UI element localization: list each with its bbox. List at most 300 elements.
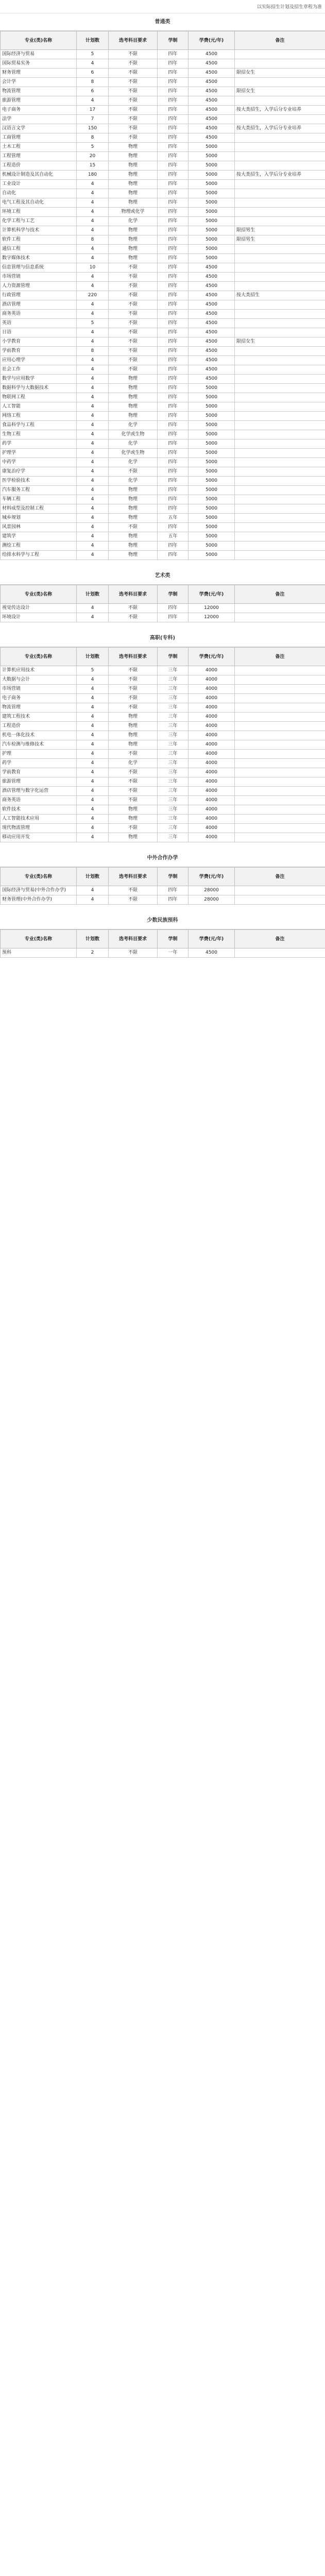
plan-count-cell: 4	[77, 310, 109, 319]
subject-req-cell: 化学	[109, 477, 158, 486]
table-row	[1, 87, 325, 96]
table-header-row	[1, 31, 325, 50]
column-header: 计划数	[77, 930, 109, 948]
note-cell: 限招女生	[235, 87, 325, 96]
table-row	[1, 347, 325, 356]
years-cell: 三年	[158, 759, 189, 768]
note-cell	[235, 421, 325, 430]
tuition-cell: 4000	[189, 731, 235, 740]
note-cell	[235, 604, 325, 613]
major-cell: 计算机科学与技术	[1, 226, 77, 235]
note-cell: 限招男生	[235, 235, 325, 245]
subject-req-cell: 物理	[109, 722, 158, 731]
years-cell: 四年	[158, 198, 189, 208]
table-row	[1, 273, 325, 282]
subject-req-cell: 物理	[109, 161, 158, 171]
note-cell	[235, 189, 325, 198]
years-cell: 三年	[158, 787, 189, 796]
years-cell: 四年	[158, 96, 189, 106]
major-cell: 市场营销	[1, 685, 77, 694]
years-cell: 四年	[158, 356, 189, 365]
major-cell: 社会工作	[1, 365, 77, 375]
subject-req-cell: 化学	[109, 458, 158, 467]
years-cell: 四年	[158, 300, 189, 310]
subject-req-cell: 不限	[109, 886, 158, 895]
table-row	[1, 796, 325, 805]
years-cell: 四年	[158, 115, 189, 124]
note-cell	[235, 675, 325, 685]
subject-req-cell: 物理	[109, 532, 158, 541]
table-row	[1, 393, 325, 402]
note-cell	[235, 467, 325, 477]
years-cell: 四年	[158, 365, 189, 375]
table-row	[1, 115, 325, 124]
plan-count-cell: 150	[77, 124, 109, 133]
tuition-cell: 5000	[189, 217, 235, 226]
tuition-cell: 5000	[189, 226, 235, 235]
tuition-cell: 4000	[189, 675, 235, 685]
tuition-cell: 4500	[189, 291, 235, 300]
plan-count-cell: 4	[77, 694, 109, 703]
plan-count-cell: 5	[77, 666, 109, 675]
subject-req-cell: 不限	[109, 300, 158, 310]
table-header-row	[1, 585, 325, 604]
plan-count-cell: 4	[77, 393, 109, 402]
major-cell: 预科	[1, 948, 77, 958]
table-row	[1, 666, 325, 675]
note-cell	[235, 161, 325, 171]
years-cell: 四年	[158, 319, 189, 328]
major-cell: 法学	[1, 115, 77, 124]
table-row	[1, 467, 325, 477]
years-cell: 三年	[158, 731, 189, 740]
table-header-row	[1, 868, 325, 886]
tuition-cell: 4000	[189, 787, 235, 796]
plan-count-cell: 4	[77, 833, 109, 842]
subject-req-cell: 不限	[109, 694, 158, 703]
plan-count-cell: 4	[77, 337, 109, 347]
note-cell	[235, 393, 325, 402]
major-cell: 数学与应用数学	[1, 375, 77, 384]
section-title: 高职(专科)	[0, 630, 325, 647]
table-row	[1, 291, 325, 300]
plan-count-cell: 8	[77, 235, 109, 245]
years-cell: 四年	[158, 541, 189, 551]
note-cell	[235, 886, 325, 895]
major-cell: 市场营销	[1, 273, 77, 282]
table-row	[1, 458, 325, 467]
subject-req-cell: 物理	[109, 551, 158, 560]
tuition-cell: 4500	[189, 78, 235, 87]
plan-count-cell: 4	[77, 815, 109, 824]
column-header: 学费(元/年)	[189, 930, 235, 948]
major-cell: 行政管理	[1, 291, 77, 300]
tuition-cell: 4000	[189, 703, 235, 713]
plan-count-cell: 8	[77, 347, 109, 356]
plan-count-cell: 4	[77, 226, 109, 235]
column-header: 学费(元/年)	[189, 585, 235, 604]
years-cell: 三年	[158, 666, 189, 675]
subject-req-cell: 不限	[109, 263, 158, 273]
section-title: 少数民族预科	[0, 912, 325, 929]
major-cell: 学前教育	[1, 347, 77, 356]
plan-count-cell: 4	[77, 768, 109, 777]
column-header: 计划数	[77, 585, 109, 604]
tuition-cell: 5000	[189, 495, 235, 504]
tuition-cell: 5000	[189, 486, 235, 495]
tuition-cell: 4500	[189, 59, 235, 69]
column-header: 专业(类)名称	[1, 585, 77, 604]
tuition-cell: 5000	[189, 245, 235, 254]
note-cell	[235, 713, 325, 722]
years-cell: 三年	[158, 750, 189, 759]
tuition-cell: 12000	[189, 613, 235, 622]
table-row	[1, 50, 325, 59]
major-cell: 商务英语	[1, 310, 77, 319]
subject-req-cell: 物理	[109, 504, 158, 514]
years-cell: 四年	[158, 235, 189, 245]
subject-req-cell: 不限	[109, 282, 158, 291]
admission-plan-table	[0, 867, 325, 905]
subject-req-cell: 不限	[109, 948, 158, 958]
subject-req-cell: 物理	[109, 833, 158, 842]
tuition-cell: 4500	[189, 273, 235, 282]
plan-count-cell: 6	[77, 69, 109, 78]
tuition-cell: 5000	[189, 143, 235, 152]
subject-req-cell: 物理	[109, 254, 158, 263]
major-cell: 移动应用开发	[1, 833, 77, 842]
subject-req-cell: 不限	[109, 685, 158, 694]
column-header: 专业(类)名称	[1, 930, 77, 948]
note-cell	[235, 310, 325, 319]
subject-req-cell: 不限	[109, 777, 158, 787]
table-row	[1, 613, 325, 622]
tuition-cell: 4500	[189, 948, 235, 958]
note-cell	[235, 895, 325, 905]
table-row	[1, 486, 325, 495]
subject-req-cell: 物理	[109, 235, 158, 245]
note-cell	[235, 430, 325, 439]
major-cell: 食品科学与工程	[1, 421, 77, 430]
plan-count-cell: 4	[77, 787, 109, 796]
plan-count-cell: 4	[77, 439, 109, 449]
tuition-cell: 4500	[189, 50, 235, 59]
subject-req-cell: 物理	[109, 805, 158, 815]
major-cell: 化学工程与工艺	[1, 217, 77, 226]
plan-count-cell: 4	[77, 740, 109, 750]
content	[0, 13, 325, 965]
tuition-cell: 5000	[189, 514, 235, 523]
plan-count-cell: 4	[77, 217, 109, 226]
tuition-cell: 4000	[189, 833, 235, 842]
subject-req-cell: 物理	[109, 171, 158, 180]
table-row	[1, 523, 325, 532]
major-cell: 旅游管理	[1, 96, 77, 106]
table-row	[1, 541, 325, 551]
column-header: 学制	[158, 868, 189, 886]
subject-req-cell: 物理	[109, 486, 158, 495]
subject-req-cell: 不限	[109, 310, 158, 319]
years-cell: 四年	[158, 384, 189, 393]
years-cell: 四年	[158, 886, 189, 895]
years-cell: 四年	[158, 217, 189, 226]
note-cell	[235, 666, 325, 675]
note-cell	[235, 551, 325, 560]
major-cell: 酒店管理	[1, 300, 77, 310]
plan-count-cell: 4	[77, 523, 109, 532]
subject-req-cell: 不限	[109, 78, 158, 87]
major-cell: 国际经济与贸易	[1, 50, 77, 59]
major-cell: 软件工程	[1, 235, 77, 245]
note-cell	[235, 300, 325, 310]
plan-count-cell: 4	[77, 412, 109, 421]
tuition-cell: 4000	[189, 694, 235, 703]
plan-count-cell: 4	[77, 402, 109, 412]
subject-req-cell: 物理	[109, 152, 158, 161]
note-cell	[235, 504, 325, 514]
table-row	[1, 750, 325, 759]
major-cell: 城乡规划	[1, 514, 77, 523]
subject-req-cell: 不限	[109, 356, 158, 365]
table-row	[1, 722, 325, 731]
major-cell: 测绘工程	[1, 541, 77, 551]
table-row	[1, 328, 325, 337]
plan-count-cell: 4	[77, 421, 109, 430]
note-cell: 按大类招生，入学后分专业培养	[235, 106, 325, 115]
column-header: 选考科目要求	[109, 31, 158, 50]
tuition-cell: 5000	[189, 477, 235, 486]
column-header: 学制	[158, 648, 189, 666]
plan-count-cell: 4	[77, 722, 109, 731]
subject-req-cell: 化学或生物	[109, 449, 158, 458]
subject-req-cell: 不限	[109, 796, 158, 805]
major-cell: 人力资源管理	[1, 282, 77, 291]
years-cell: 四年	[158, 69, 189, 78]
tuition-cell: 5000	[189, 421, 235, 430]
tuition-cell: 5000	[189, 180, 235, 189]
table-row	[1, 124, 325, 133]
years-cell: 四年	[158, 50, 189, 59]
years-cell: 四年	[158, 143, 189, 152]
note-cell	[235, 787, 325, 796]
years-cell: 三年	[158, 824, 189, 833]
years-cell: 三年	[158, 694, 189, 703]
note-cell	[235, 948, 325, 958]
major-cell: 护理	[1, 750, 77, 759]
table-row	[1, 514, 325, 523]
note-cell	[235, 514, 325, 523]
years-cell: 三年	[158, 833, 189, 842]
note-cell	[235, 96, 325, 106]
years-cell: 四年	[158, 189, 189, 198]
subject-req-cell: 化学	[109, 439, 158, 449]
years-cell: 四年	[158, 106, 189, 115]
note-cell	[235, 402, 325, 412]
tuition-cell: 5000	[189, 449, 235, 458]
column-header: 选考科目要求	[109, 585, 158, 604]
note-cell	[235, 694, 325, 703]
note-cell	[235, 523, 325, 532]
table-row	[1, 171, 325, 180]
note-cell	[235, 217, 325, 226]
plan-count-cell: 7	[77, 115, 109, 124]
note-cell	[235, 703, 325, 713]
plan-count-cell: 4	[77, 486, 109, 495]
note-cell	[235, 143, 325, 152]
note-cell	[235, 375, 325, 384]
table-row	[1, 694, 325, 703]
tuition-cell: 4000	[189, 666, 235, 675]
note-cell	[235, 731, 325, 740]
note-cell	[235, 115, 325, 124]
years-cell: 四年	[158, 291, 189, 300]
note-cell	[235, 541, 325, 551]
tuition-cell: 5000	[189, 384, 235, 393]
table-row	[1, 245, 325, 254]
table-row	[1, 759, 325, 768]
section-spacer	[0, 622, 325, 630]
table-row	[1, 886, 325, 895]
column-header: 备注	[235, 648, 325, 666]
note-cell	[235, 133, 325, 143]
years-cell: 四年	[158, 467, 189, 477]
note-cell	[235, 152, 325, 161]
note-cell	[235, 824, 325, 833]
column-header: 备注	[235, 930, 325, 948]
years-cell: 四年	[158, 412, 189, 421]
plan-count-cell: 4	[77, 895, 109, 905]
note-cell: 限招女生	[235, 337, 325, 347]
table-row	[1, 235, 325, 245]
major-cell: 机械设计制造及其自动化	[1, 171, 77, 180]
years-cell: 四年	[158, 226, 189, 235]
tuition-cell: 5000	[189, 551, 235, 560]
table-row	[1, 402, 325, 412]
note-cell	[235, 78, 325, 87]
tuition-cell: 4500	[189, 115, 235, 124]
table-row	[1, 449, 325, 458]
table-row	[1, 532, 325, 541]
major-cell: 工业设计	[1, 180, 77, 189]
plan-count-cell: 4	[77, 759, 109, 768]
tuition-cell: 4000	[189, 768, 235, 777]
tuition-cell: 5000	[189, 532, 235, 541]
table-row	[1, 161, 325, 171]
table-row	[1, 143, 325, 152]
subject-req-cell: 物理	[109, 740, 158, 750]
column-header: 学费(元/年)	[189, 31, 235, 50]
plan-count-cell: 4	[77, 208, 109, 217]
note-cell	[235, 740, 325, 750]
table-row	[1, 731, 325, 740]
tuition-cell: 4500	[189, 106, 235, 115]
table-row	[1, 824, 325, 833]
major-cell: 计算机应用技术	[1, 666, 77, 675]
plan-count-cell: 4	[77, 328, 109, 337]
major-cell: 软件技术	[1, 805, 77, 815]
table-row	[1, 152, 325, 161]
years-cell: 一年	[158, 948, 189, 958]
subject-req-cell: 不限	[109, 703, 158, 713]
plan-count-cell: 4	[77, 824, 109, 833]
subject-req-cell: 不限	[109, 59, 158, 69]
subject-req-cell: 化学	[109, 421, 158, 430]
major-cell: 信息管理与信息系统	[1, 263, 77, 273]
major-cell: 自动化	[1, 189, 77, 198]
plan-count-cell: 4	[77, 273, 109, 282]
years-cell: 三年	[158, 685, 189, 694]
major-cell: 护理学	[1, 449, 77, 458]
note-cell: 按大类招生，入学后分专业培养	[235, 124, 325, 133]
table-row	[1, 477, 325, 486]
major-cell: 环境工程	[1, 208, 77, 217]
major-cell: 汽车检测与维修技术	[1, 740, 77, 750]
major-cell: 汽车服务工程	[1, 486, 77, 495]
header-bar	[0, 0, 325, 13]
plan-count-cell: 4	[77, 685, 109, 694]
plan-count-cell: 5	[77, 50, 109, 59]
tuition-cell: 4500	[189, 282, 235, 291]
years-cell: 五年	[158, 514, 189, 523]
plan-count-cell: 4	[77, 551, 109, 560]
table-row	[1, 504, 325, 514]
column-header: 选考科目要求	[109, 868, 158, 886]
years-cell: 三年	[158, 768, 189, 777]
note-cell	[235, 347, 325, 356]
note-cell: 按大类招生	[235, 291, 325, 300]
note-cell	[235, 273, 325, 282]
plan-count-cell: 8	[77, 78, 109, 87]
column-header: 学制	[158, 585, 189, 604]
years-cell: 四年	[158, 254, 189, 263]
subject-req-cell: 不限	[109, 50, 158, 59]
subject-req-cell: 不限	[109, 133, 158, 143]
subject-req-cell: 不限	[109, 273, 158, 282]
years-cell: 三年	[158, 713, 189, 722]
table-row	[1, 78, 325, 87]
note-cell	[235, 777, 325, 787]
column-header: 专业(类)名称	[1, 868, 77, 886]
major-cell: 电子商务	[1, 106, 77, 115]
plan-count-cell: 4	[77, 458, 109, 467]
major-cell: 人工智能	[1, 402, 77, 412]
tuition-cell: 4500	[189, 337, 235, 347]
plan-count-cell: 4	[77, 750, 109, 759]
note-cell	[235, 412, 325, 421]
plan-count-cell: 4	[77, 365, 109, 375]
tuition-cell: 4500	[189, 96, 235, 106]
tuition-cell: 4500	[189, 87, 235, 96]
table-row	[1, 310, 325, 319]
table-header-row	[1, 930, 325, 948]
years-cell: 四年	[158, 208, 189, 217]
plan-count-cell: 4	[77, 467, 109, 477]
note-cell	[235, 796, 325, 805]
years-cell: 三年	[158, 722, 189, 731]
subject-req-cell: 不限	[109, 613, 158, 622]
subject-req-cell: 物理	[109, 815, 158, 824]
table-row	[1, 106, 325, 115]
tuition-cell: 4500	[189, 328, 235, 337]
major-cell: 商务英语	[1, 796, 77, 805]
tuition-cell: 5000	[189, 412, 235, 421]
note-cell	[235, 722, 325, 731]
note-cell	[235, 328, 325, 337]
subject-req-cell: 不限	[109, 666, 158, 675]
plan-count-cell: 15	[77, 161, 109, 171]
table-row	[1, 96, 325, 106]
years-cell: 四年	[158, 504, 189, 514]
